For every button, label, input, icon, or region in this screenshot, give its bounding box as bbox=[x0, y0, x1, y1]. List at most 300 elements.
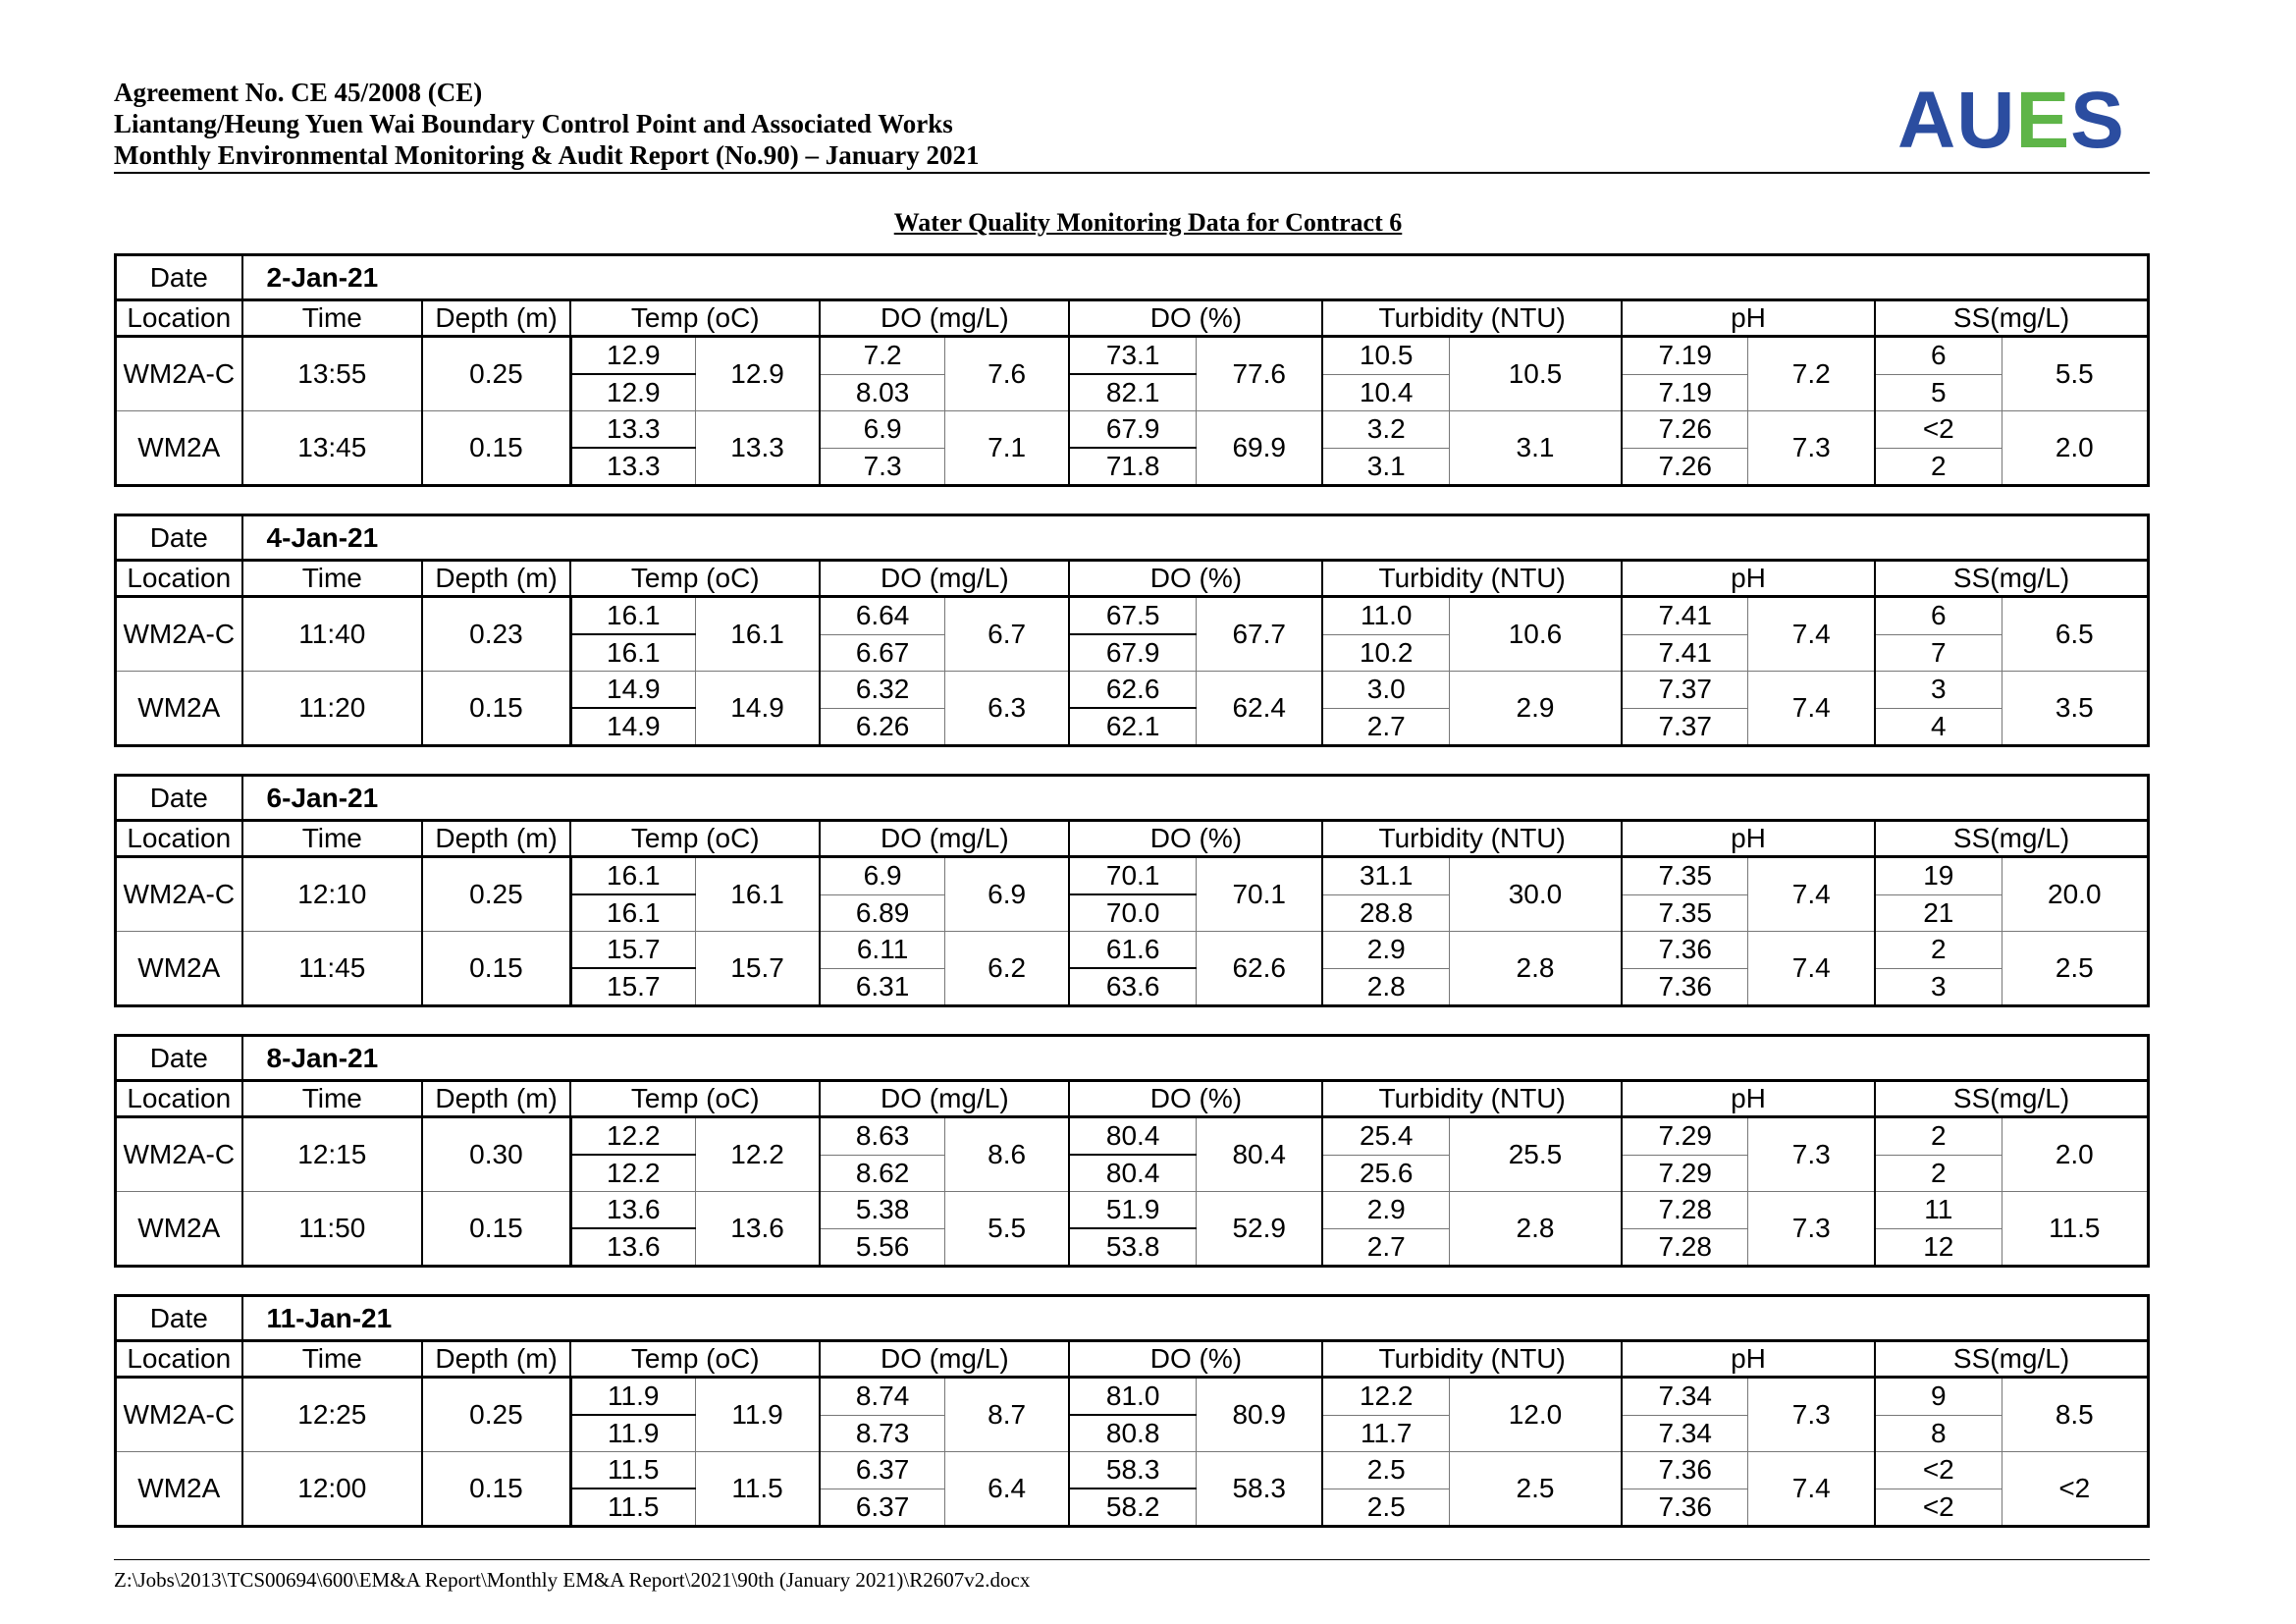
ph-reading-1: 7.34 bbox=[1622, 1378, 1748, 1416]
report-header bbox=[114, 77, 2150, 171]
table-row bbox=[116, 1378, 2149, 1416]
temp-header: Temp (oC) bbox=[570, 821, 820, 857]
do-pct-average: 58.3 bbox=[1196, 1452, 1322, 1527]
do-pct-reading-2: 80.8 bbox=[1069, 1415, 1196, 1452]
ss-reading-1: 2 bbox=[1875, 1117, 2002, 1156]
do-pct-reading-2: 67.9 bbox=[1069, 634, 1196, 672]
turbidity-header: Turbidity (NTU) bbox=[1322, 300, 1621, 337]
temp-reading-1: 16.1 bbox=[570, 597, 695, 635]
ss-reading-2: 8 bbox=[1875, 1415, 2002, 1452]
do-mgl-header: DO (mg/L) bbox=[820, 300, 1069, 337]
ph-reading-2: 7.36 bbox=[1658, 970, 1712, 1001]
do-pct-reading-1: 73.1 bbox=[1069, 337, 1196, 375]
ss-reading-2: <2 bbox=[1922, 1490, 1954, 1522]
temp-reading-2: 13.6 bbox=[607, 1231, 661, 1262]
location-cell: WM2A-C bbox=[116, 597, 242, 672]
ss-header: SS(mg/L) bbox=[1875, 1081, 2148, 1117]
do-mgl-average: 7.1 bbox=[944, 411, 1069, 486]
depth-cell: 0.30 bbox=[422, 1117, 570, 1192]
ph-reading-1: 7.37 bbox=[1622, 672, 1748, 709]
table-row bbox=[116, 597, 2149, 635]
ph-reading-2: 7.28 bbox=[1658, 1230, 1712, 1262]
ph-reading-1: 7.36 bbox=[1622, 1452, 1748, 1489]
ph-average: 7.4 bbox=[1748, 1452, 1875, 1527]
do-pct-reading-2: 53.8 bbox=[1105, 1231, 1160, 1262]
temp-reading-1: 12.2 bbox=[570, 1117, 695, 1156]
temp-average: 16.1 bbox=[695, 597, 820, 672]
do-pct-reading-2: 63.6 bbox=[1105, 971, 1160, 1001]
turbidity-reading-2: 10.4 bbox=[1322, 374, 1449, 411]
do-mgl-reading-1: 6.9 bbox=[820, 857, 944, 895]
location-cell: WM2A bbox=[116, 1452, 242, 1527]
time-header: Time bbox=[242, 1341, 422, 1378]
ss-reading-2: 2 bbox=[1931, 450, 1947, 481]
time-cell: 11:45 bbox=[242, 932, 422, 1006]
monitoring-table bbox=[114, 774, 2150, 1007]
turbidity-average: 2.5 bbox=[1450, 1452, 1622, 1527]
monitoring-table bbox=[114, 514, 2150, 747]
column-header-row bbox=[116, 821, 2149, 857]
turbidity-reading-1: 3.2 bbox=[1322, 411, 1449, 449]
do-mgl-average: 6.7 bbox=[944, 597, 1069, 672]
time-cell: 12:25 bbox=[242, 1378, 422, 1452]
do-pct-reading-1: 70.1 bbox=[1069, 857, 1196, 895]
do-mgl-average: 6.2 bbox=[944, 932, 1069, 1006]
ph-reading-2: 7.34 bbox=[1622, 1415, 1748, 1452]
do-mgl-header: DO (mg/L) bbox=[820, 821, 1069, 857]
time-header: Time bbox=[242, 561, 422, 597]
location-cell: WM2A-C bbox=[116, 1378, 242, 1452]
turbidity-reading-1: 11.0 bbox=[1322, 597, 1449, 635]
date-row bbox=[116, 1036, 2149, 1081]
temp-average: 13.6 bbox=[695, 1192, 820, 1267]
turbidity-header: Turbidity (NTU) bbox=[1322, 561, 1621, 597]
depth-cell: 0.25 bbox=[422, 337, 570, 411]
ph-average: 7.4 bbox=[1748, 932, 1875, 1006]
do-mgl-average: 7.6 bbox=[944, 337, 1069, 411]
temp-average: 12.9 bbox=[695, 337, 820, 411]
ph-reading-1: 7.35 bbox=[1622, 857, 1748, 895]
turbidity-reading-1: 2.5 bbox=[1322, 1452, 1449, 1489]
do-mgl-reading-2: 6.89 bbox=[820, 894, 944, 932]
depth-header: Depth (m) bbox=[422, 821, 570, 857]
turbidity-reading-1: 10.5 bbox=[1322, 337, 1449, 375]
logo-text-e: E bbox=[2015, 76, 2071, 165]
temp-reading-2: 16.1 bbox=[570, 634, 695, 672]
time-cell: 11:20 bbox=[242, 672, 422, 746]
turbidity-reading-2: 11.7 bbox=[1322, 1415, 1449, 1452]
do-mgl-reading-1: 8.74 bbox=[820, 1378, 944, 1416]
do-pct-reading-1: 62.6 bbox=[1069, 672, 1196, 709]
column-header-row bbox=[116, 1341, 2149, 1378]
ph-reading-2: 7.36 bbox=[1658, 1490, 1712, 1522]
do-mgl-reading-1: 6.9 bbox=[820, 411, 944, 449]
ss-reading-1: 3 bbox=[1875, 672, 2002, 709]
date-label: Date bbox=[116, 515, 242, 561]
do-pct-average: 80.9 bbox=[1196, 1378, 1322, 1452]
turbidity-reading-1: 12.2 bbox=[1322, 1378, 1449, 1416]
ss-average: 2.0 bbox=[2002, 411, 2148, 486]
temp-header: Temp (oC) bbox=[570, 1341, 820, 1378]
date-row bbox=[116, 255, 2149, 300]
turbidity-reading-2: 2.8 bbox=[1366, 970, 1406, 1001]
ss-reading-1: 6 bbox=[1875, 597, 2002, 635]
turbidity-average: 10.6 bbox=[1450, 597, 1622, 672]
temp-reading-1: 15.7 bbox=[570, 932, 695, 969]
do-pct-average: 80.4 bbox=[1196, 1117, 1322, 1192]
monitoring-table bbox=[114, 1034, 2150, 1268]
do-pct-header: DO (%) bbox=[1069, 1341, 1322, 1378]
ph-header: pH bbox=[1622, 561, 1875, 597]
column-header-row bbox=[116, 300, 2149, 337]
do-mgl-header: DO (mg/L) bbox=[820, 1341, 1069, 1378]
temp-reading-1: 11.9 bbox=[570, 1378, 695, 1416]
temp-reading-2: 16.1 bbox=[570, 894, 695, 932]
ss-header: SS(mg/L) bbox=[1875, 1341, 2148, 1378]
depth-header: Depth (m) bbox=[422, 1341, 570, 1378]
temp-reading-2: 12.2 bbox=[570, 1155, 695, 1192]
do-pct-reading-1: 58.3 bbox=[1069, 1452, 1196, 1489]
time-header: Time bbox=[242, 1081, 422, 1117]
ph-average: 7.3 bbox=[1748, 1117, 1875, 1192]
location-cell: WM2A bbox=[116, 1192, 242, 1267]
turbidity-reading-1: 2.9 bbox=[1322, 932, 1449, 969]
do-mgl-reading-2: 8.03 bbox=[820, 374, 944, 411]
date-value: 6-Jan-21 bbox=[242, 776, 2149, 821]
do-pct-average: 52.9 bbox=[1196, 1192, 1322, 1267]
time-cell: 12:15 bbox=[242, 1117, 422, 1192]
depth-header: Depth (m) bbox=[422, 1081, 570, 1117]
do-mgl-header: DO (mg/L) bbox=[820, 561, 1069, 597]
do-mgl-reading-2: 8.73 bbox=[820, 1415, 944, 1452]
do-pct-header: DO (%) bbox=[1069, 821, 1322, 857]
turbidity-header: Turbidity (NTU) bbox=[1322, 1341, 1621, 1378]
ph-reading-2: 7.37 bbox=[1658, 710, 1712, 741]
do-mgl-average: 8.6 bbox=[944, 1117, 1069, 1192]
ss-reading-1: <2 bbox=[1875, 411, 2002, 449]
do-pct-reading-1: 67.9 bbox=[1069, 411, 1196, 449]
location-header: Location bbox=[116, 300, 242, 337]
temp-average: 11.9 bbox=[695, 1378, 820, 1452]
do-mgl-reading-1: 6.32 bbox=[820, 672, 944, 709]
temp-reading-2: 11.5 bbox=[608, 1491, 660, 1522]
ph-header: pH bbox=[1622, 821, 1875, 857]
date-label: Date bbox=[116, 1036, 242, 1081]
temp-reading-1: 16.1 bbox=[570, 857, 695, 895]
ph-reading-1: 7.28 bbox=[1622, 1192, 1748, 1229]
ss-average: <2 bbox=[2002, 1452, 2148, 1527]
depth-cell: 0.15 bbox=[422, 672, 570, 746]
depth-cell: 0.23 bbox=[422, 597, 570, 672]
depth-cell: 0.25 bbox=[422, 857, 570, 932]
do-mgl-average: 8.7 bbox=[944, 1378, 1069, 1452]
location-cell: WM2A-C bbox=[116, 1117, 242, 1192]
turbidity-reading-1: 3.0 bbox=[1322, 672, 1449, 709]
do-pct-reading-2: 58.2 bbox=[1105, 1491, 1160, 1522]
ss-average: 6.5 bbox=[2002, 597, 2148, 672]
table-row bbox=[116, 411, 2149, 449]
date-label: Date bbox=[116, 776, 242, 821]
depth-cell: 0.15 bbox=[422, 411, 570, 486]
ss-reading-2: 7 bbox=[1875, 634, 2002, 672]
turbidity-reading-2: 2.7 bbox=[1366, 1230, 1406, 1262]
location-header: Location bbox=[116, 1081, 242, 1117]
do-pct-reading-1: 81.0 bbox=[1069, 1378, 1196, 1416]
do-pct-average: 70.1 bbox=[1196, 857, 1322, 932]
date-value: 4-Jan-21 bbox=[242, 515, 2149, 561]
ph-average: 7.3 bbox=[1748, 411, 1875, 486]
ph-reading-1: 7.26 bbox=[1622, 411, 1748, 449]
ss-average: 11.5 bbox=[2002, 1192, 2148, 1267]
ss-header: SS(mg/L) bbox=[1875, 821, 2148, 857]
turbidity-header: Turbidity (NTU) bbox=[1322, 1081, 1621, 1117]
turbidity-average: 10.5 bbox=[1450, 337, 1622, 411]
date-row bbox=[116, 776, 2149, 821]
do-pct-reading-1: 61.6 bbox=[1069, 932, 1196, 969]
do-pct-average: 62.4 bbox=[1196, 672, 1322, 746]
ph-average: 7.2 bbox=[1748, 337, 1875, 411]
ph-average: 7.3 bbox=[1748, 1192, 1875, 1267]
turbidity-reading-2: 10.2 bbox=[1322, 634, 1449, 672]
do-pct-reading-2: 71.8 bbox=[1105, 451, 1160, 481]
ss-header: SS(mg/L) bbox=[1875, 300, 2148, 337]
ph-average: 7.4 bbox=[1748, 857, 1875, 932]
do-pct-header: DO (%) bbox=[1069, 1081, 1322, 1117]
ss-reading-2: 12 bbox=[1923, 1230, 1954, 1262]
do-mgl-reading-1: 5.38 bbox=[820, 1192, 944, 1229]
footer-divider bbox=[114, 1559, 2150, 1560]
ph-reading-2: 7.19 bbox=[1622, 374, 1748, 411]
time-header: Time bbox=[242, 300, 422, 337]
date-value: 2-Jan-21 bbox=[242, 255, 2149, 300]
do-pct-average: 62.6 bbox=[1196, 932, 1322, 1006]
location-cell: WM2A-C bbox=[116, 337, 242, 411]
ss-reading-2: 3 bbox=[1931, 970, 1947, 1001]
ph-reading-1: 7.19 bbox=[1622, 337, 1748, 375]
date-row bbox=[116, 1296, 2149, 1341]
monitoring-table bbox=[114, 253, 2150, 487]
location-header: Location bbox=[116, 821, 242, 857]
time-cell: 13:55 bbox=[242, 337, 422, 411]
ph-header: pH bbox=[1622, 1341, 1875, 1378]
do-mgl-reading-1: 6.37 bbox=[820, 1452, 944, 1489]
ss-reading-1: <2 bbox=[1875, 1452, 2002, 1489]
do-pct-reading-1: 67.5 bbox=[1069, 597, 1196, 635]
do-mgl-reading-2: 6.37 bbox=[855, 1490, 910, 1522]
location-cell: WM2A bbox=[116, 932, 242, 1006]
ss-reading-1: 9 bbox=[1875, 1378, 2002, 1416]
time-header: Time bbox=[242, 821, 422, 857]
time-cell: 12:00 bbox=[242, 1452, 422, 1527]
do-mgl-average: 6.4 bbox=[944, 1452, 1069, 1527]
page-title: Water Quality Monitoring Data for Contract 6 bbox=[893, 208, 1403, 237]
location-header: Location bbox=[116, 561, 242, 597]
do-pct-reading-1: 51.9 bbox=[1069, 1192, 1196, 1229]
ss-average: 5.5 bbox=[2002, 337, 2148, 411]
date-label: Date bbox=[116, 255, 242, 300]
turbidity-reading-2: 3.1 bbox=[1366, 450, 1406, 481]
do-mgl-reading-2: 7.3 bbox=[863, 450, 902, 481]
ss-average: 8.5 bbox=[2002, 1378, 2148, 1452]
ss-average: 20.0 bbox=[2002, 857, 2148, 932]
do-pct-reading-1: 80.4 bbox=[1069, 1117, 1196, 1156]
table-row bbox=[116, 672, 2149, 709]
temp-reading-2: 12.9 bbox=[570, 374, 695, 411]
turbidity-reading-1: 31.1 bbox=[1322, 857, 1449, 895]
ss-reading-2: 21 bbox=[1875, 894, 2002, 932]
table-row bbox=[116, 857, 2149, 895]
do-mgl-reading-2: 8.62 bbox=[820, 1155, 944, 1192]
turbidity-reading-1: 2.9 bbox=[1322, 1192, 1449, 1229]
ph-reading-2: 7.26 bbox=[1658, 450, 1712, 481]
turbidity-average: 2.8 bbox=[1450, 1192, 1622, 1267]
do-mgl-average: 5.5 bbox=[944, 1192, 1069, 1267]
do-mgl-average: 6.3 bbox=[944, 672, 1069, 746]
time-cell: 11:40 bbox=[242, 597, 422, 672]
table-row bbox=[116, 1117, 2149, 1156]
do-pct-reading-2: 62.1 bbox=[1105, 711, 1160, 741]
temp-reading-2: 11.9 bbox=[570, 1415, 695, 1452]
aues-logo bbox=[1897, 77, 2125, 165]
column-header-row bbox=[116, 1081, 2149, 1117]
monitoring-table bbox=[114, 1294, 2150, 1528]
ph-reading-1: 7.29 bbox=[1622, 1117, 1748, 1156]
ph-reading-2: 7.29 bbox=[1622, 1155, 1748, 1192]
time-cell: 13:45 bbox=[242, 411, 422, 486]
ph-average: 7.4 bbox=[1748, 597, 1875, 672]
turbidity-average: 2.9 bbox=[1450, 672, 1622, 746]
report-line: Monthly Environmental Monitoring & Audit Report (No.90) – January 2021 bbox=[114, 140, 980, 170]
temp-header: Temp (oC) bbox=[570, 300, 820, 337]
temp-reading-1: 14.9 bbox=[570, 672, 695, 709]
header-divider bbox=[114, 172, 2150, 174]
ph-reading-1: 7.41 bbox=[1622, 597, 1748, 635]
do-mgl-reading-2: 6.31 bbox=[855, 970, 910, 1001]
do-pct-reading-2: 82.1 bbox=[1069, 374, 1196, 411]
depth-cell: 0.15 bbox=[422, 1452, 570, 1527]
do-mgl-reading-1: 6.64 bbox=[820, 597, 944, 635]
do-mgl-header: DO (mg/L) bbox=[820, 1081, 1069, 1117]
do-mgl-reading-1: 6.11 bbox=[820, 932, 944, 969]
ss-reading-1: 19 bbox=[1875, 857, 2002, 895]
depth-cell: 0.15 bbox=[422, 1192, 570, 1267]
temp-reading-1: 13.3 bbox=[570, 411, 695, 449]
temp-reading-1: 11.5 bbox=[570, 1452, 695, 1489]
temp-reading-2: 14.9 bbox=[607, 711, 661, 741]
do-pct-average: 77.6 bbox=[1196, 337, 1322, 411]
temp-average: 12.2 bbox=[695, 1117, 820, 1192]
depth-header: Depth (m) bbox=[422, 561, 570, 597]
time-cell: 11:50 bbox=[242, 1192, 422, 1267]
ss-average: 3.5 bbox=[2002, 672, 2148, 746]
ss-header: SS(mg/L) bbox=[1875, 561, 2148, 597]
temp-reading-2: 13.3 bbox=[607, 451, 661, 481]
ss-reading-2: 5 bbox=[1875, 374, 2002, 411]
table-row bbox=[116, 1192, 2149, 1229]
ss-average: 2.5 bbox=[2002, 932, 2148, 1006]
ss-average: 2.0 bbox=[2002, 1117, 2148, 1192]
do-mgl-reading-1: 7.2 bbox=[820, 337, 944, 375]
ph-average: 7.3 bbox=[1748, 1378, 1875, 1452]
temp-reading-1: 12.9 bbox=[570, 337, 695, 375]
ss-reading-1: 6 bbox=[1875, 337, 2002, 375]
do-mgl-reading-2: 6.67 bbox=[820, 634, 944, 672]
ph-header: pH bbox=[1622, 300, 1875, 337]
ss-reading-1: 11 bbox=[1875, 1192, 2002, 1229]
turbidity-reading-2: 28.8 bbox=[1322, 894, 1449, 932]
temp-average: 16.1 bbox=[695, 857, 820, 932]
logo-text-au: AU bbox=[1897, 76, 2016, 165]
do-mgl-average: 6.9 bbox=[944, 857, 1069, 932]
temp-reading-2: 15.7 bbox=[607, 971, 661, 1001]
do-pct-header: DO (%) bbox=[1069, 300, 1322, 337]
do-pct-average: 69.9 bbox=[1196, 411, 1322, 486]
table-row bbox=[116, 932, 2149, 969]
turbidity-reading-2: 2.7 bbox=[1366, 710, 1406, 741]
turbidity-average: 12.0 bbox=[1450, 1378, 1622, 1452]
agreement-line: Agreement No. CE 45/2008 (CE) bbox=[114, 78, 483, 107]
date-value: 11-Jan-21 bbox=[242, 1296, 2149, 1341]
ss-reading-1: 2 bbox=[1875, 932, 2002, 969]
turbidity-reading-2: 25.6 bbox=[1322, 1155, 1449, 1192]
do-pct-reading-2: 70.0 bbox=[1069, 894, 1196, 932]
logo-text-s: S bbox=[2070, 76, 2125, 165]
do-mgl-reading-2: 5.56 bbox=[855, 1230, 910, 1262]
table-row bbox=[116, 337, 2149, 375]
temp-header: Temp (oC) bbox=[570, 1081, 820, 1117]
depth-cell: 0.25 bbox=[422, 1378, 570, 1452]
turbidity-reading-1: 25.4 bbox=[1322, 1117, 1449, 1156]
ph-header: pH bbox=[1622, 1081, 1875, 1117]
temp-average: 15.7 bbox=[695, 932, 820, 1006]
location-cell: WM2A-C bbox=[116, 857, 242, 932]
column-header-row bbox=[116, 561, 2149, 597]
turbidity-average: 30.0 bbox=[1450, 857, 1622, 932]
depth-cell: 0.15 bbox=[422, 932, 570, 1006]
temp-header: Temp (oC) bbox=[570, 561, 820, 597]
time-cell: 12:10 bbox=[242, 857, 422, 932]
turbidity-reading-2: 2.5 bbox=[1366, 1490, 1406, 1522]
temp-average: 11.5 bbox=[695, 1452, 820, 1527]
location-header: Location bbox=[116, 1341, 242, 1378]
ph-reading-2: 7.41 bbox=[1622, 634, 1748, 672]
do-mgl-reading-2: 6.26 bbox=[855, 710, 910, 741]
do-pct-reading-2: 80.4 bbox=[1069, 1155, 1196, 1192]
ph-average: 7.4 bbox=[1748, 672, 1875, 746]
temp-reading-1: 13.6 bbox=[570, 1192, 695, 1229]
file-path: Z:\Jobs\2013\TCS00694\600\EM&A Report\Monthly EM&A Report\2021\90th (January 2021)\R2607v2.docx bbox=[114, 1568, 1031, 1592]
do-pct-average: 67.7 bbox=[1196, 597, 1322, 672]
depth-header: Depth (m) bbox=[422, 300, 570, 337]
ph-reading-1: 7.36 bbox=[1622, 932, 1748, 969]
table-row bbox=[116, 1452, 2149, 1489]
location-cell: WM2A bbox=[116, 411, 242, 486]
do-pct-header: DO (%) bbox=[1069, 561, 1322, 597]
location-cell: WM2A bbox=[116, 672, 242, 746]
temp-average: 13.3 bbox=[695, 411, 820, 486]
turbidity-average: 2.8 bbox=[1450, 932, 1622, 1006]
date-label: Date bbox=[116, 1296, 242, 1341]
turbidity-average: 25.5 bbox=[1450, 1117, 1622, 1192]
ph-reading-2: 7.35 bbox=[1622, 894, 1748, 932]
turbidity-header: Turbidity (NTU) bbox=[1322, 821, 1621, 857]
project-line: Liantang/Heung Yuen Wai Boundary Control Point and Associated Works bbox=[114, 109, 953, 138]
date-row bbox=[116, 515, 2149, 561]
temp-average: 14.9 bbox=[695, 672, 820, 746]
turbidity-average: 3.1 bbox=[1450, 411, 1622, 486]
date-value: 8-Jan-21 bbox=[242, 1036, 2149, 1081]
ss-reading-2: 2 bbox=[1875, 1155, 2002, 1192]
